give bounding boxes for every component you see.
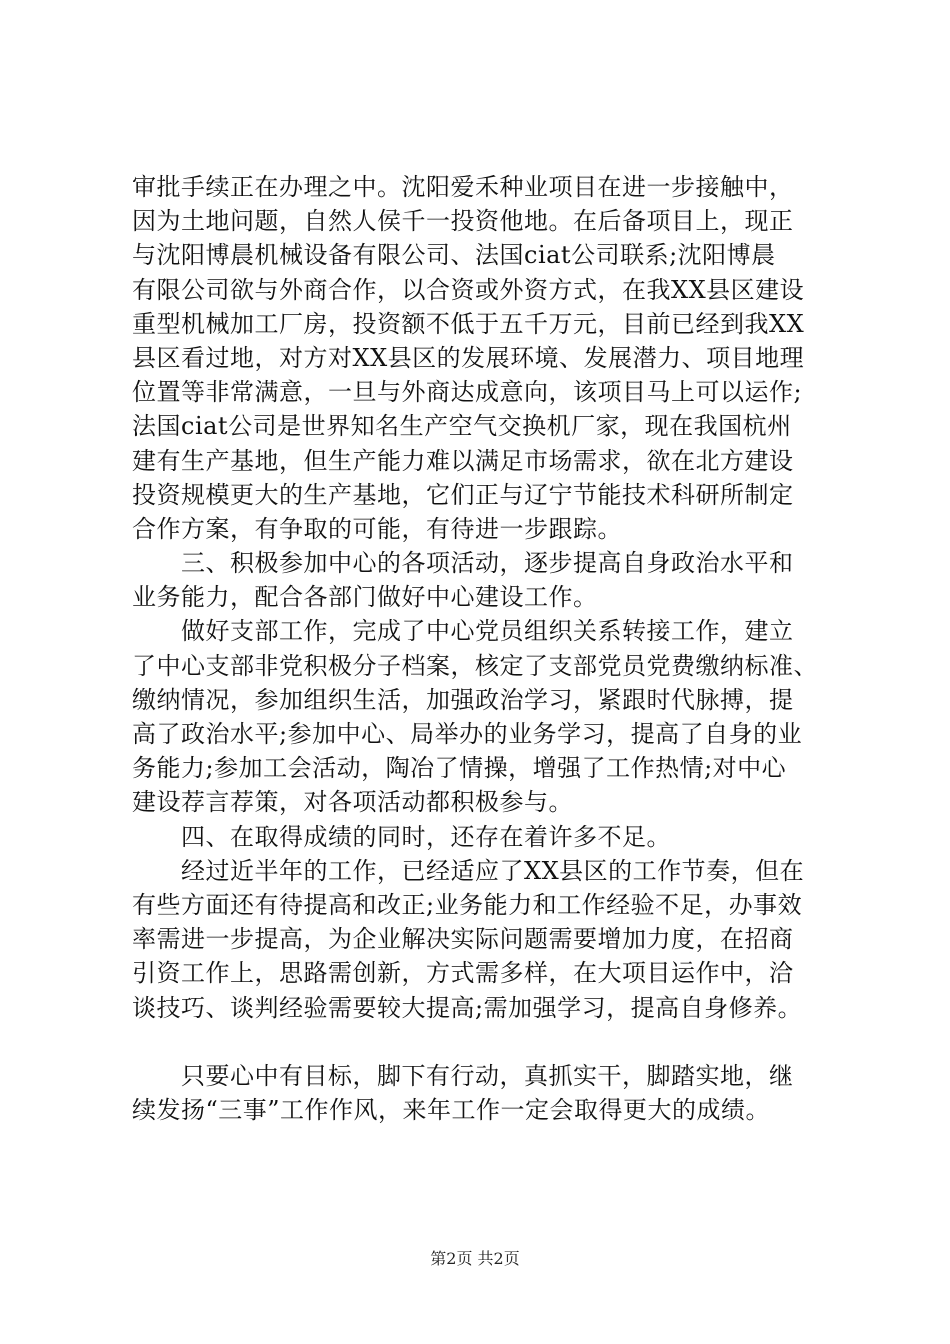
text-line: 只要心中有目标，脚下有行动，真抓实干，脚踏实地，继	[132, 1061, 794, 1090]
text-line: 做好支部工作，完成了中心党员组织关系转接工作，建立	[132, 617, 794, 646]
text-line: 续发扬“三事”工作作风，来年工作一定会取得更大的成绩。	[132, 1095, 771, 1124]
section-heading-3	[132, 546, 822, 614]
text-line: 法国ciat公司是世界知名生产空气交换机厂家，现在我国杭州	[132, 412, 792, 441]
text-line: 谈技巧、谈判经验需要较大提高;需加强学习，提高自身修养。	[132, 993, 803, 1022]
paragraph-shortcomings	[132, 854, 822, 1025]
text-line: 重型机械加工厂房，投资额不低于五千万元，目前已经到我XX	[132, 309, 805, 338]
section-heading-4	[132, 820, 822, 854]
text-line: 业务能力，配合各部门做好中心建设工作。	[132, 583, 598, 612]
text-line: 投资规模更大的生产基地，它们正与辽宁节能技术科研所制定	[132, 480, 794, 509]
text-line: 因为土地问题，自然人侯千一投资他地。在后备项目上，现正	[132, 207, 794, 236]
text-line: 与沈阳博晨机械设备有限公司、法国ciat公司联系;沈阳博晨	[132, 241, 776, 270]
text-line: 建设荐言荐策，对各项活动都积极参与。	[132, 788, 573, 817]
text-line: 高了政治水平;参加中心、局举办的业务学习，提高了自身的业	[132, 720, 803, 748]
text-line: 县区看过地，对方对XX县区的发展环境、发展潜力、项目地理	[132, 343, 805, 372]
text-line: 了中心支部非党积极分子档案，核定了支部党员党费缴纳标准、	[132, 651, 818, 680]
document-body	[132, 170, 822, 1127]
text-line: 率需进一步提高，为企业解决实际问题需要增加力度，在招商	[132, 925, 794, 954]
text-line: 有些方面还有待提高和改正;业务能力和工作经验不足，办事效	[132, 890, 803, 919]
text-line: 合作方案，有争取的可能，有待进一步跟踪。	[132, 514, 622, 543]
paragraph-spacer	[132, 1025, 822, 1059]
paragraph-closing	[132, 1059, 822, 1127]
text-line: 缴纳情况，参加组织生活，加强政治学习，紧跟时代脉搏，提	[132, 685, 794, 714]
text-line: 建有生产基地，但生产能力难以满足市场需求，欲在北方建设	[132, 446, 794, 475]
paragraph-party-work	[132, 614, 822, 819]
text-line: 三、积极参加中心的各项活动，逐步提高自身政治水平和	[132, 549, 794, 578]
text-line: 审批手续正在办理之中。沈阳爱禾种业项目在进一步接触中，	[132, 173, 794, 201]
text-line: 引资工作上，思路需创新，方式需多样，在大项目运作中，洽	[132, 959, 794, 988]
text-line: 务能力;参加工会活动，陶冶了情操，增强了工作热情;对中心	[132, 754, 787, 783]
page-number-footer: 第2页 共2页	[430, 1249, 520, 1268]
paragraph-project-status	[132, 170, 822, 546]
text-line: 位置等非常满意，一旦与外商达成意向，该项目马上可以运作;	[132, 378, 803, 407]
text-line: 四、在取得成绩的同时，还存在着许多不足。	[132, 822, 671, 851]
text-line: 经过近半年的工作，已经适应了XX县区的工作节奏，但在	[132, 856, 805, 885]
text-line: 有限公司欲与外商合作，以合资或外资方式，在我XX县区建设	[132, 275, 805, 304]
